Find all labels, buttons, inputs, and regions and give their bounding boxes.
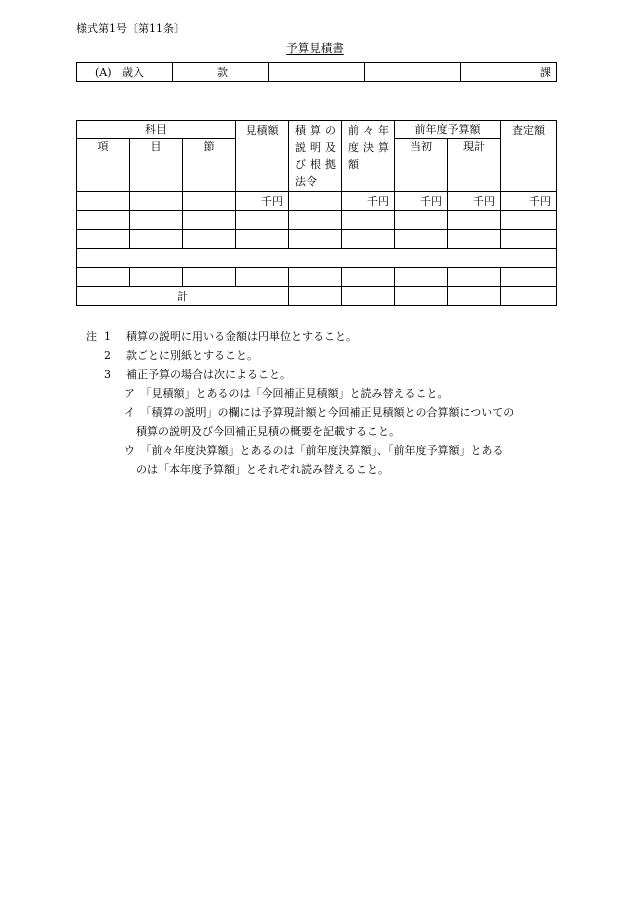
unit-cell-kou	[77, 192, 130, 211]
note-item	[86, 327, 556, 346]
table-row	[77, 268, 557, 287]
summary-cell-blank-2	[365, 63, 461, 82]
note-sub-i-line-1: イ 「積算の説明」の欄には予算現計額と今回補正見積額との合算額についての	[124, 406, 515, 419]
note-text: 款ごとに別紙とすること。	[126, 349, 258, 362]
sekisan-line-2: 説明及	[295, 141, 337, 154]
header-zennendo: 前年度予算額	[395, 121, 501, 139]
zenzen-line-3: 額	[348, 158, 360, 171]
note-sub-a: ア 「見積額」とあるのは「今回補正見積額」と読み替えること。	[124, 387, 449, 400]
unit-tousho: 千円	[395, 192, 448, 211]
total-row	[77, 287, 557, 306]
total-label: 計	[77, 287, 289, 306]
label-a: (A)	[95, 65, 112, 79]
label-revenue: 歳入	[122, 65, 145, 79]
note-number: 2	[104, 349, 111, 362]
zenzen-line-2: 度決算	[348, 141, 390, 154]
sekisan-line-4: 法令	[295, 175, 318, 188]
summary-cell-category	[77, 63, 173, 82]
zenzen-line-1: 前々年	[348, 124, 390, 137]
unit-genkei: 千円	[448, 192, 501, 211]
note-sub-i-line-2: 積算の説明及び今回補正見積の概要を記載すること。	[136, 425, 400, 438]
notes	[86, 327, 556, 479]
note-label: 注	[86, 330, 97, 343]
unit-zenzen: 千円	[342, 192, 395, 211]
note-number: 3	[104, 368, 111, 381]
summary-cell-kan	[173, 63, 269, 82]
header-zenzen	[342, 121, 395, 192]
sekisan-line-1: 積算の	[295, 124, 337, 137]
unit-cell-sekisan	[289, 192, 342, 211]
table-row-merged	[77, 249, 557, 268]
unit-satei: 千円	[501, 192, 557, 211]
header-satei: 査定額	[501, 121, 557, 192]
note-sub-u-line-1: ウ 「前々年度決算額」とあるのは「前年度決算額」、「前年度予算額」とある	[124, 444, 504, 457]
note-item	[86, 365, 556, 384]
note-text: 補正予算の場合は次によること。	[126, 368, 291, 381]
table-row	[77, 211, 557, 230]
note-number: 1	[104, 330, 111, 343]
label-kan: 款	[217, 65, 228, 79]
sekisan-line-3: び根拠	[295, 158, 337, 171]
header-genkei: 現計	[448, 139, 501, 192]
unit-row	[77, 192, 557, 211]
header-mitsumori: 見積額	[236, 121, 289, 192]
header-row-1	[77, 121, 557, 139]
unit-cell-moku	[130, 192, 183, 211]
summary-cell-ka	[461, 63, 557, 82]
summary-row	[77, 63, 557, 82]
note-item	[86, 346, 556, 365]
document-title	[0, 40, 630, 56]
budget-table	[76, 120, 557, 306]
header-moku: 目	[130, 139, 183, 192]
document-title-text: 予算見積書	[286, 41, 344, 55]
summary-table	[76, 62, 557, 82]
label-ka: 課	[540, 65, 551, 79]
summary-cell-blank-1	[269, 63, 365, 82]
note-text: 積算の説明に用いる金額は円単位とすること。	[126, 330, 357, 343]
note-sub-u-line-2: のは「本年度予算額」とそれぞれ読み替えること。	[136, 463, 389, 476]
form-number: 様式第1号〔第11条〕	[76, 22, 185, 35]
header-sekisan	[289, 121, 342, 192]
unit-mitsumori: 千円	[236, 192, 289, 211]
header-kamoku: 科目	[77, 121, 236, 139]
unit-cell-setsu	[183, 192, 236, 211]
header-setsu: 節	[183, 139, 236, 192]
table-row	[77, 230, 557, 249]
header-tousho: 当初	[395, 139, 448, 192]
header-kou: 項	[77, 139, 130, 192]
